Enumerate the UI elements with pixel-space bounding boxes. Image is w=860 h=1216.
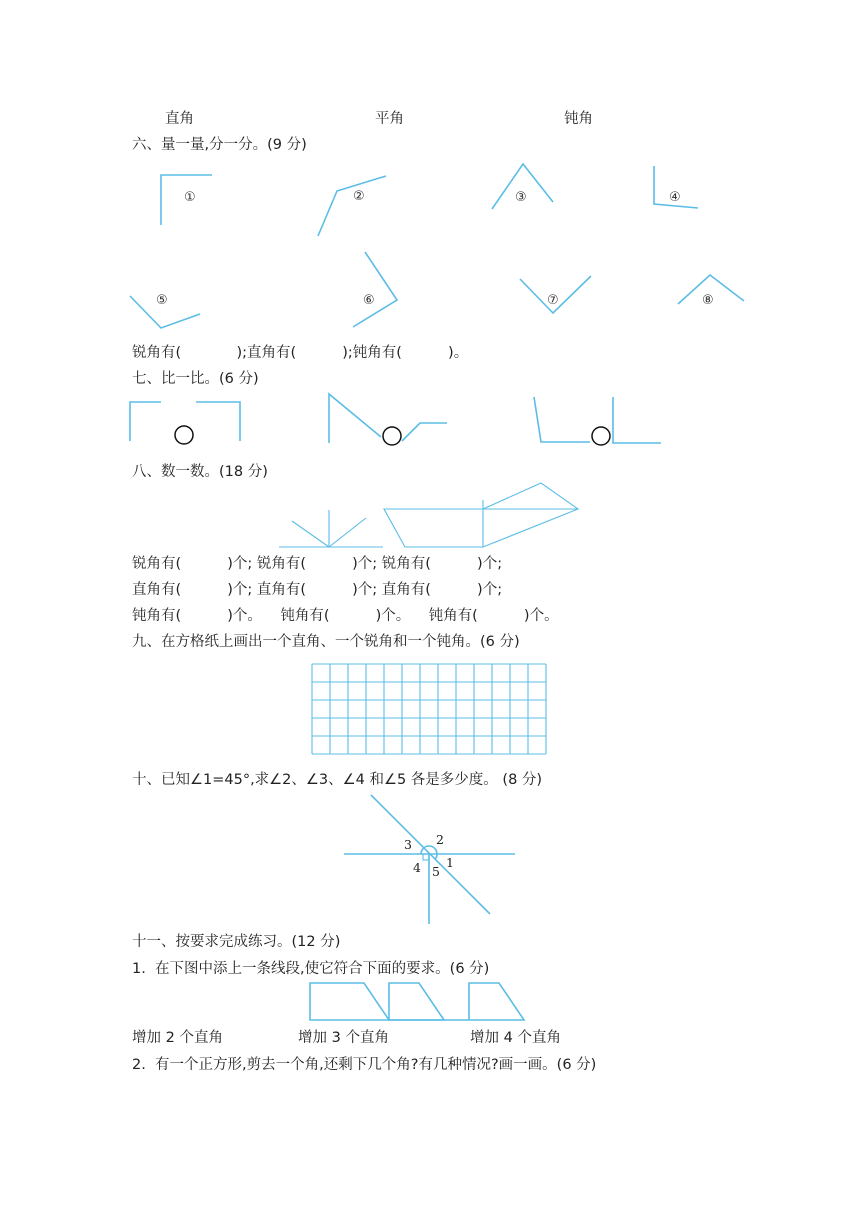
shape-1[interactable]	[310, 983, 389, 1020]
section-9-title: 九、在方格纸上画出一个直角、一个锐角和一个钝角。(6 分)	[132, 634, 520, 650]
section-11-question-2: 2. 有一个正方形,剪去一个角,还剩下几个角?有几种情况?画一画。(6 分)	[132, 1057, 597, 1073]
marker-8: ⑧	[702, 293, 714, 308]
section-8-title: 八、数一数。(18 分)	[132, 464, 268, 480]
shape-3[interactable]	[469, 983, 524, 1020]
marker-7: ⑦	[547, 293, 559, 308]
marker-5: ⑤	[156, 293, 168, 308]
caption-add-4-right-angles: 增加 4 个直角	[470, 1030, 561, 1046]
label-obtuse-angle: 钝角	[564, 111, 593, 127]
angle-label-5: 5	[432, 864, 440, 879]
section-11-title: 十一、按要求完成练习。(12 分)	[132, 934, 341, 950]
section-6-title: 六、量一量,分一分。(9 分)	[132, 137, 307, 153]
section-10-title: 十、已知∠1=45°,求∠2、∠3、∠4 和∠5 各是多少度。 (8 分)	[132, 772, 543, 788]
marker-4: ④	[669, 190, 681, 205]
label-straight-angle: 平角	[375, 111, 404, 127]
section-8-row-acute: 锐角有( )个; 锐角有( )个; 锐角有( )个;	[132, 556, 503, 572]
section-8-row-right: 直角有( )个; 直角有( )个; 直角有( )个;	[132, 582, 503, 598]
shape-2[interactable]	[389, 983, 444, 1020]
caption-add-3-right-angles: 增加 3 个直角	[298, 1030, 389, 1046]
section-6-answer-line: 锐角有( );直角有( );钝角有( )。	[132, 345, 469, 361]
marker-1: ①	[184, 190, 196, 205]
marker-3: ③	[515, 190, 527, 205]
marker-2: ②	[353, 189, 365, 204]
angle-label-2: 2	[436, 832, 444, 847]
section-8-row-obtuse: 钝角有( )个。 钝角有( )个。 钝角有( )个。	[132, 608, 559, 624]
section-7-title: 七、比一比。(6 分)	[132, 371, 259, 387]
section-11-question-1: 1. 在下图中添上一条线段,使它符合下面的要求。(6 分)	[132, 961, 490, 977]
caption-add-2-right-angles: 增加 2 个直角	[132, 1030, 223, 1046]
angle-label-4: 4	[413, 860, 421, 875]
angle-label-1: 1	[446, 855, 454, 870]
angle-label-3: 3	[404, 837, 412, 852]
marker-6: ⑥	[363, 293, 375, 308]
label-right-angle: 直角	[165, 111, 194, 127]
